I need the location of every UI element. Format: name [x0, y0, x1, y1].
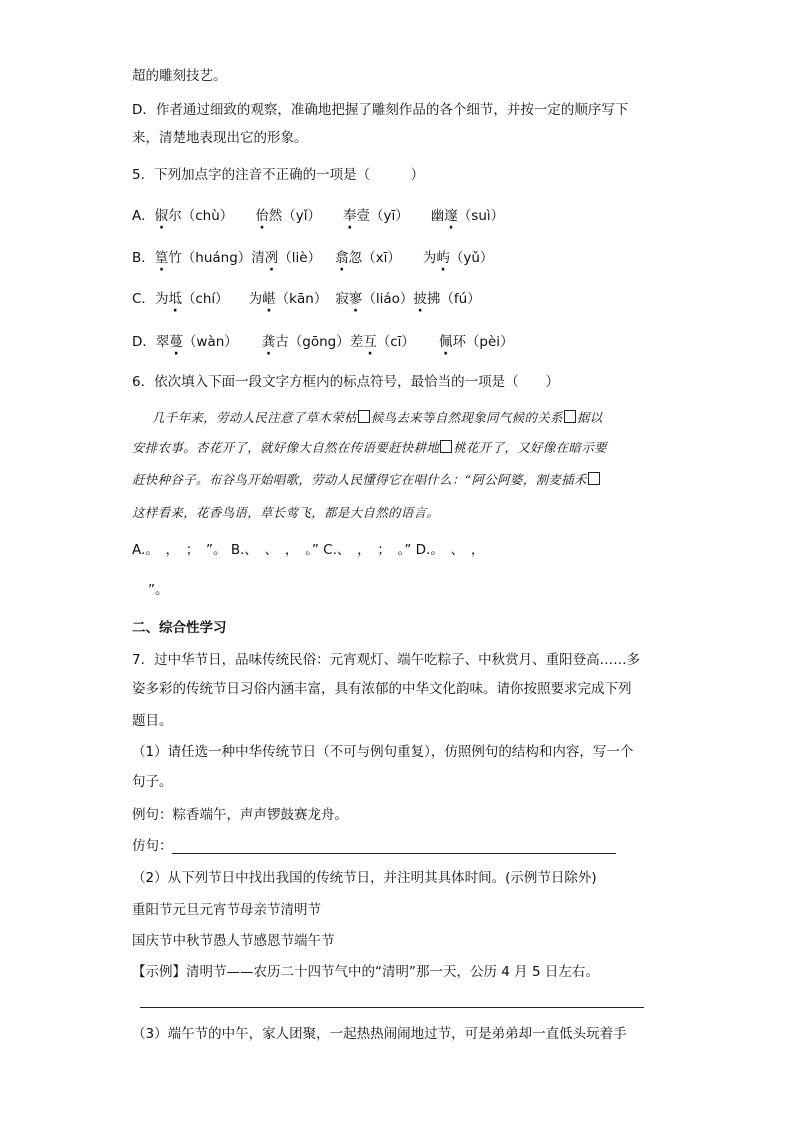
dotted-char: 奉	[343, 208, 357, 224]
pinyin-item: 寂寥（liáo）	[335, 291, 414, 307]
pinyin-item: 翠蔓（wàn）	[155, 334, 238, 350]
q4-option-d-line2: 来，清楚地表现出它的形象。	[132, 130, 308, 146]
pinyin-item: 为嵁（kān）	[248, 291, 328, 307]
pinyin-item: 差互（cī）	[349, 334, 415, 350]
q4-option-d-line1: D．作者通过细致的观察，准确地把握了雕刻作品的各个细节，并按一定的顺序写下	[132, 102, 629, 118]
q7-stem-line2: 姿多彩的传统节日习俗内涵丰富，具有浓郁的中华文化韵味。请你按照要求完成下列	[132, 681, 632, 697]
imitate-label: 仿句：	[132, 838, 173, 854]
dotted-char: 邃	[444, 208, 458, 224]
q6-stem: 6．依次填入下面一段文字方框内的标点符号，最恰当的一项是（ ）	[132, 374, 560, 390]
blank-box	[358, 410, 370, 423]
pinyin-item: 清冽（liè）	[251, 250, 322, 266]
pinyin-item: 俶尔（chù）	[154, 208, 234, 224]
dotted-char: 寥	[348, 291, 363, 307]
q4-text-line: 超的雕刻技艺。	[132, 68, 227, 84]
passage-text: 赶快种谷子。布谷鸟开始唱歌，劳动人民懂得它在唱什么：“阿公阿婆，割麦插禾	[132, 472, 587, 487]
q5-option-d	[132, 332, 514, 352]
passage-text: 桃花开了，又好像在暗示要	[453, 440, 607, 455]
option-label: D．	[132, 334, 156, 350]
pinyin-item: 龚古（gōng）	[261, 334, 350, 350]
dotted-char: 冽	[264, 250, 279, 266]
sample-answer: 【示例】清明节——农历二十四节气中的“清明”那一天，公历 4 月 5 日左右。	[132, 964, 599, 980]
q5-option-a	[132, 206, 504, 226]
q6-passage-line4: 这样看来，花香鸟语，草长莺飞，都是大自然的语言。	[132, 505, 440, 520]
pinyin-item: 佁然（yǐ）	[255, 208, 322, 224]
pinyin-item: 翕忽（xī）	[335, 250, 401, 266]
q6-passage-line3	[132, 470, 601, 490]
q6-options: A.。 ， ； ”。 B.、 、 ， 。” C.、 ， ； 。” D.。 、 ，	[132, 542, 485, 558]
dotted-char: 翕	[335, 250, 349, 266]
dotted-char: 互	[363, 334, 377, 350]
option-label: A．	[132, 208, 155, 224]
section-heading: 二、综合性学习	[132, 620, 227, 636]
part2-answer-line[interactable]	[140, 1007, 644, 1008]
festival-list-2: 国庆节中秋节愚人节感恩节端午节	[132, 933, 335, 949]
passage-text: 据以	[576, 410, 603, 425]
pinyin-item: 佩环（pèi）	[438, 334, 514, 350]
q7-part1-line1: （1）请任选一种中华传统节日（不可与例句重复），仿照例句的结构和内容，写一个	[132, 744, 634, 760]
passage-text: 候鸟去来等自然现象同气候的关系	[370, 410, 563, 425]
dotted-char: 披	[413, 291, 427, 307]
dotted-char: 坻	[168, 291, 182, 307]
pinyin-item: 为坻（chí）	[154, 291, 229, 307]
pinyin-item: 披拂（fú）	[413, 291, 481, 307]
q7-part3: （3）端午节的中午，家人团聚，一起热热闹闹地过节，可是弟弟却一直低头玩着手	[132, 1026, 627, 1042]
pinyin-item: 幽邃（suì）	[430, 208, 505, 224]
blank-box	[588, 472, 600, 485]
q7-stem-line1: 7．过中华节日，品味传统民俗：元宵观灯、端午吃粽子、中秋赏月、重阳登高……多	[132, 652, 641, 668]
option-label: C．	[132, 291, 155, 307]
dotted-char: 篁	[154, 250, 169, 266]
pinyin-item: 篁竹（huáng）	[154, 250, 252, 266]
q6-passage-line2	[132, 438, 607, 458]
q7-stem-line3: 题目。	[132, 713, 173, 729]
q6-passage-line1	[152, 408, 602, 428]
pinyin-item: 为屿（yǔ）	[422, 250, 494, 266]
dotted-char: 佁	[255, 208, 269, 224]
q6-options-tail: ”。	[148, 582, 169, 598]
passage-text: 安排农事。杏花开了，就好像大自然在传语要赶快耕地	[132, 440, 440, 455]
q7-part1-line2: 句子。	[132, 774, 173, 790]
q5-option-c	[132, 289, 481, 309]
example-sentence: 例句：粽香端午，声声锣鼓赛龙舟。	[132, 807, 348, 823]
dotted-char: 佩	[438, 334, 453, 350]
festival-list-1: 重阳节元旦元宵节母亲节清明节	[132, 902, 321, 918]
q5-option-b	[132, 248, 493, 268]
dotted-char: 龚	[261, 334, 276, 350]
option-label: B．	[132, 250, 155, 266]
pinyin-item: 奉壹（yī）	[343, 208, 409, 224]
dotted-char: 屿	[436, 250, 450, 266]
dotted-char: 蔓	[169, 334, 183, 350]
q7-part2: （2）从下列节日中找出我国的传统节日，并注明其具体时间。(示例节日除外)	[132, 870, 597, 886]
imitate-answer-line[interactable]	[172, 853, 616, 854]
blank-box	[564, 410, 576, 423]
blank-box	[440, 440, 452, 453]
q5-stem: 5．下列加点字的注音不正确的一项是（ ）	[132, 167, 425, 183]
dotted-char: 俶	[154, 208, 169, 224]
dotted-char: 嵁	[262, 291, 276, 307]
passage-text: 几千年来，劳动人民注意了草木荣枯	[152, 410, 357, 425]
